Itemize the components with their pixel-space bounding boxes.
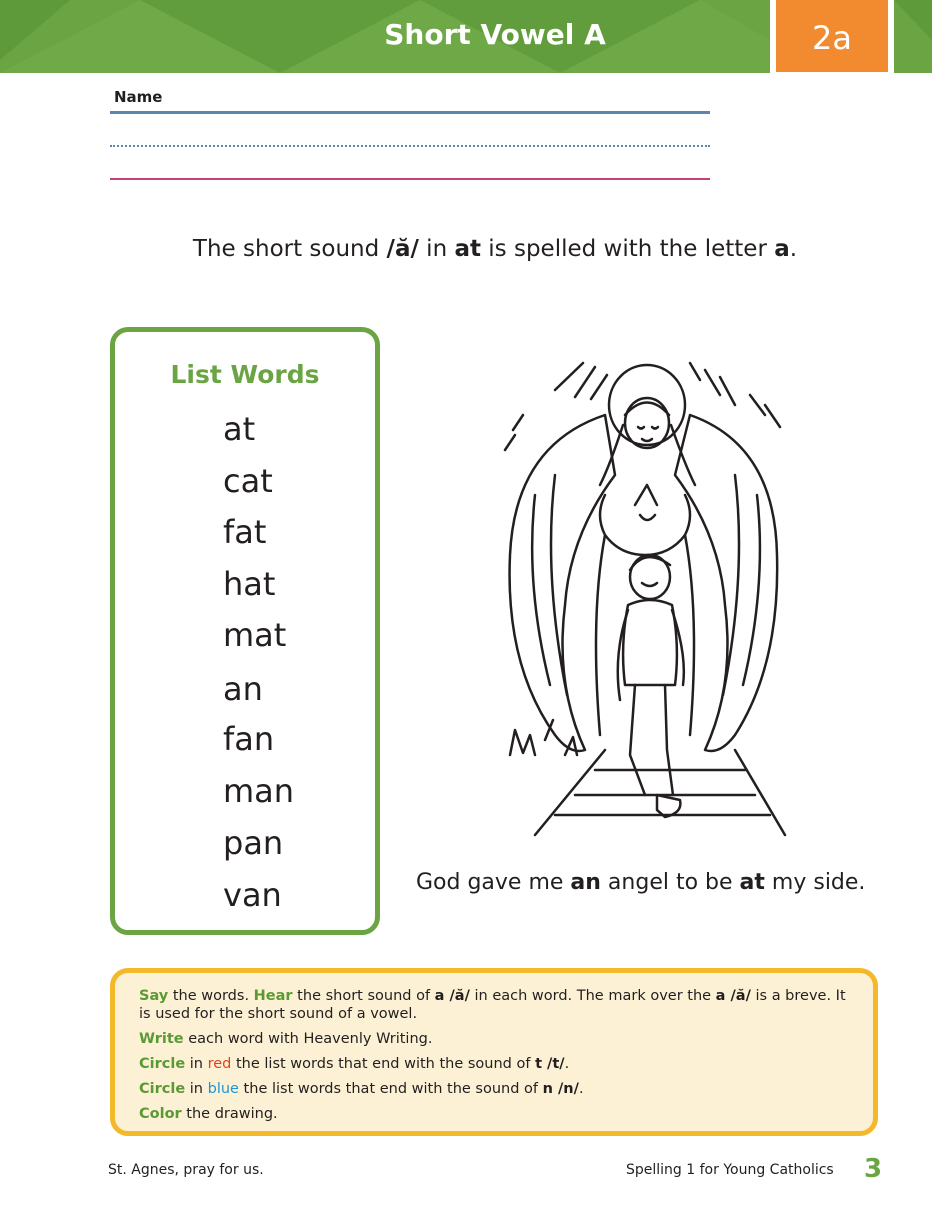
footer-book-title: Spelling 1 for Young Catholics xyxy=(626,1162,834,1178)
instruction-circle-red xyxy=(139,1055,849,1073)
writing-line-top xyxy=(110,111,710,114)
instruction-keyword: Circle xyxy=(139,1081,186,1097)
instruction-color-word: red xyxy=(207,1056,232,1072)
instruction-text: the list words that end with the sound of xyxy=(238,1081,543,1097)
list-word: at xyxy=(223,410,256,448)
instruction-write xyxy=(139,1030,849,1048)
instruction-keyword: Write xyxy=(139,1031,184,1047)
instructions-box xyxy=(110,968,878,1136)
list-word: hat xyxy=(223,565,276,603)
intro-text-1: The short sound xyxy=(192,236,387,262)
intro-bold-sound: /ă/ xyxy=(386,236,419,262)
instruction-text: the drawing. xyxy=(181,1106,278,1122)
name-label: Name xyxy=(114,88,163,106)
instruction-text: in xyxy=(185,1081,208,1097)
list-word: an xyxy=(223,670,263,708)
list-word: fan xyxy=(223,720,275,758)
intro-sentence xyxy=(120,236,870,262)
page-title: Short Vowel A xyxy=(384,18,606,51)
instruction-text: in each word. The mark over the xyxy=(469,988,716,1004)
instruction-text: each word with Heavenly Writing. xyxy=(183,1031,433,1047)
intro-text-2: in xyxy=(418,236,455,262)
list-word: cat xyxy=(223,462,273,500)
intro-bold-word: at xyxy=(454,236,481,262)
writing-line-bottom xyxy=(110,178,710,180)
instruction-keyword: Circle xyxy=(139,1056,186,1072)
instruction-bold: a /ă/ xyxy=(715,988,751,1004)
intro-text-4: . xyxy=(789,236,798,262)
instruction-text: is a breve. It is used for the short sound of a vowel. xyxy=(139,988,846,1022)
page-number: 3 xyxy=(864,1154,883,1184)
list-words-title: List Words xyxy=(170,360,320,389)
list-word: van xyxy=(223,876,282,914)
instruction-text: . xyxy=(578,1081,584,1097)
caption-bold-2: at xyxy=(739,870,765,895)
instruction-bold: n /n/ xyxy=(542,1081,579,1097)
instruction-say xyxy=(139,987,849,1023)
instruction-bold: t /t/ xyxy=(535,1056,565,1072)
list-word: mat xyxy=(223,616,287,654)
instruction-text: the words. xyxy=(168,988,254,1004)
list-words-box xyxy=(110,327,380,935)
instruction-text: . xyxy=(564,1056,570,1072)
list-word: fat xyxy=(223,513,267,551)
caption-bold-1: an xyxy=(570,870,601,895)
list-word: man xyxy=(223,772,295,810)
intro-text-3: is spelled with the letter xyxy=(480,236,775,262)
instruction-color xyxy=(139,1105,849,1123)
list-word: pan xyxy=(223,824,284,862)
angel-illustration xyxy=(495,355,795,840)
footer-prayer: St. Agnes, pray for us. xyxy=(108,1162,264,1178)
caption-text-2: angel to be xyxy=(600,870,740,895)
instruction-color-word: blue xyxy=(207,1081,239,1097)
instruction-text: in xyxy=(185,1056,208,1072)
header-banner xyxy=(0,0,932,73)
instruction-bold: a /ă/ xyxy=(434,988,470,1004)
lesson-badge-frame xyxy=(770,0,894,73)
instruction-keyword: Say xyxy=(139,988,169,1004)
instruction-circle-blue xyxy=(139,1080,849,1098)
caption-text-1: God gave me xyxy=(416,870,571,895)
instruction-text: the list words that end with the sound of xyxy=(231,1056,536,1072)
intro-bold-letter: a xyxy=(774,236,790,262)
instruction-text: the short sound of xyxy=(292,988,435,1004)
caption-text-3: my side. xyxy=(764,870,866,895)
instruction-keyword: Color xyxy=(139,1106,182,1122)
writing-line-middle xyxy=(110,145,710,147)
lesson-number: 2a xyxy=(776,0,888,72)
instruction-keyword: Hear xyxy=(253,988,293,1004)
illustration-caption xyxy=(416,870,865,895)
